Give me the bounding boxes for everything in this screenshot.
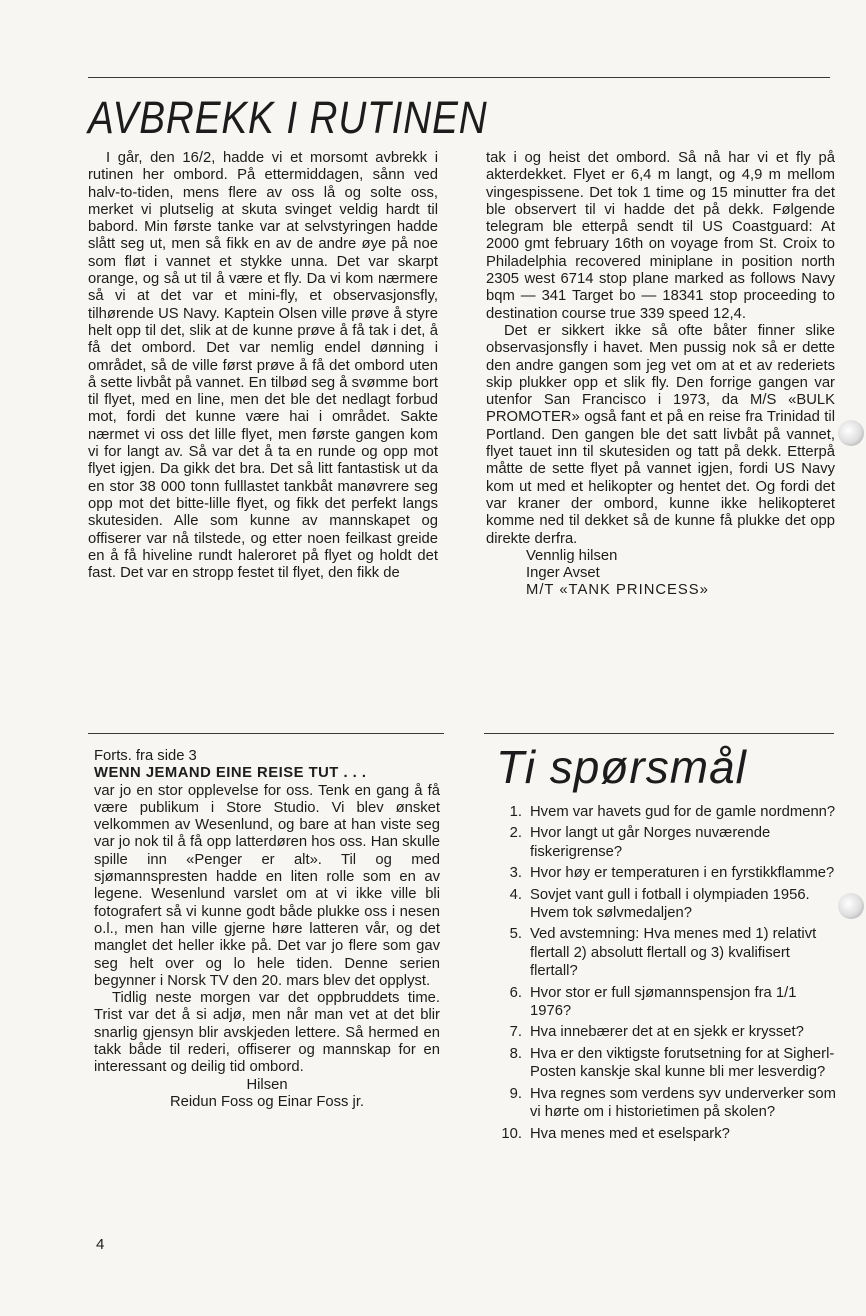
continued-authors: Reidun Foss og Einar Foss jr. xyxy=(169,1093,365,1110)
question-text: Hva regnes som verdens syv underverker som vi hørte om i historietimen på skolen? xyxy=(530,1085,836,1121)
continued-signature xyxy=(94,1077,440,1112)
quiz-question xyxy=(494,886,838,923)
quiz-question xyxy=(494,864,838,882)
page-number: 4 xyxy=(96,1236,105,1253)
question-text: Hva menes med et eselspark? xyxy=(530,1125,730,1142)
quiz-question xyxy=(494,1085,838,1122)
article-greeting: Vennlig hilsen xyxy=(526,547,618,564)
article-title: AVBREKK I RUTINEN xyxy=(88,92,488,143)
question-text: Sovjet vant gull i fotball i olympiaden 1956. Hvem tok sølvmedaljen? xyxy=(530,886,810,922)
quiz-question xyxy=(494,925,838,980)
quiz-question xyxy=(494,824,838,861)
article-left-column xyxy=(88,150,438,582)
quiz-question xyxy=(494,1045,838,1082)
question-text: Hvor høy er temperaturen i en fyrstikkflamme? xyxy=(530,865,835,882)
article-signature xyxy=(486,548,835,600)
article-right-text-1: tak i og heist det ombord. Så nå har vi et fly på akterdekket. Flyet er 6,4 m langt, og 4,9 m mellom vingespissene. Det tok 1 time og 15 minutter fra det ble observert til vi hadde det på dekk. Følgende telegram ble etterpå sendt til US Coastguard: At 2000 gmt february 16th on voyage from St. Croix to Philadelphia recovered miniplane in position north 2305 west 6714 stop plane marked as follows Navy bqm — 341 Target bo — 18341 stop proceeding to destination course true 339 speed 12,4. xyxy=(486,150,835,322)
question-number: 2. xyxy=(509,825,522,842)
question-number: 10. xyxy=(501,1125,522,1142)
continued-ref: Forts. fra side 3 xyxy=(94,748,197,764)
question-number: 5. xyxy=(509,926,522,943)
question-number: 4. xyxy=(509,886,522,903)
question-text: Hvem var havets gud for de gamle nordmenn? xyxy=(530,804,836,820)
question-text: Hva er den viktigste forutsetning for at Sigherl-Posten kanskje skal kunne bli mer lesverdig? xyxy=(530,1045,835,1081)
continued-greeting: Hilsen xyxy=(246,1076,288,1093)
binder-hole-lower xyxy=(838,893,864,919)
continued-article xyxy=(94,748,440,1111)
question-text: Hva innebærer det at en sjekk er krysset? xyxy=(530,1024,804,1041)
left-section-rule xyxy=(88,733,444,734)
question-text: Hvor stor er full sjømannspensjon fra 1/1 1976? xyxy=(530,984,797,1020)
question-text: Hvor langt ut går Norges nuværende fiskerigrense? xyxy=(530,825,771,860)
quiz-title: Ti spørsmål xyxy=(496,741,747,793)
question-text: Ved avstemning: Hva menes med 1) relativt flertall 2) absolutt flertall og 3) kvalifisert flertall? xyxy=(530,926,817,980)
article-right-column xyxy=(486,150,835,600)
continued-text-1: var jo en stor opplevelse for oss. Tenk en gang å få være publikum i Store Studio. Vi blev ønsket velkommen av Wesenlund, og bare at han viste seg var jo nok til å få opp latterdøren hos oss. Han skulle spille inn «Penger er alt». Til og med sjømannspresten hadde en liten rolle som en av legene. Wesenlund varslet om at vi ikke ville bli fotografert så vi kunne godt både plukke oss i nesen o.l., men han ville gjerne høre latteren vår, og det manglet det heller ikke på. Det var jo flere som gav seg helt over og lo hele tiden. Denne serien begynner i Norsk TV den 20. mars blev det opplyst. xyxy=(94,782,440,989)
question-number: 7. xyxy=(509,1024,522,1041)
quiz-question xyxy=(494,1023,838,1041)
article-left-text: I går, den 16/2, hadde vi et morsomt avbrekk i rutinen her ombord. På ettermiddagen, sånn ved halv-to-tiden, mens flere av oss lå og solte oss, merket vi plutselig at skuta svinget veldig hardt til babord. Min første tanke var at selvstyringen hadde slått seg ut, men så fikk en av de andre øye på noe som fløt i vannet et stykke unna. Det var skarpt orange, og så ut til å være et fly. Da vi kom nærmere så vi at det var et mini-fly, et observasjonsfly, tilhørende US Navy. Kaptein Olsen ville prøve å styre helt opp til det, slik at de kunne prøve å få tak i det, å få det ombord. Det var nemlig endel dønning i området, så de ville først prøve å få det ombord uten å sette livbåt på vannet. En tilbød seg å svømme bort til flyet, med en line, men det ble det nedlagt forbud mot, fordi det kunne være hai i området. Sakte nærmet vi oss det lille flyet, men første gangen kom vi for langt av. Så var det å ta en runde og opp mot flyet igjen. Da gikk det bra. Det så litt fantastisk ut da en stor 38 000 tonn fulllastet tankbåt manøvrere seg opp mot det bitte-lille flyet, og fikk det perfekt langs skutesiden. Alle som kunne av mannskapet og offiserer var nå tilstede, og etter noen feilkast greide en å få hiveline rundt haleroret på flyet og holdt det fast. Det var en stropp festet til flyet, den fikk de xyxy=(88,150,438,582)
quiz-question xyxy=(494,984,838,1021)
article-ship: M/T «TANK PRINCESS» xyxy=(526,582,709,599)
quiz-question xyxy=(494,1125,838,1143)
question-number: 3. xyxy=(509,865,522,882)
question-number: 6. xyxy=(509,984,522,1001)
top-rule xyxy=(88,77,830,78)
binder-hole-upper xyxy=(838,420,864,446)
continued-headline: WENN JEMAND EINE REISE TUT . . . xyxy=(94,765,367,782)
article-right-text-2: Det er sikkert ikke så ofte båter finner slike observasjonsfly i havet. Men pussig nok så er dette den andre gangen som jeg vet om at et av rederiets skip plukker opp et slik fly. Den forrige gangen var utenfor San Francisco i 1973, da M/S «BULK PROMOTER» også fant et på en reise fra Trinidad til Portland. Den gangen ble det satt livbåt på vannet, flyet tauet inn til skutesiden og tatt på dekk. Etterpå måtte de sette flyet på vannet igjen, fordi US Navy kom ut med et helikopter og hentet det. Og fordi det var kraner der ombord, kunne ikke helikopteret komme ned til dekket så de kunne få plukke det opp direkte derfra. xyxy=(486,322,835,547)
article-author: Inger Avset xyxy=(526,565,600,582)
right-section-rule xyxy=(484,733,834,734)
continued-text-2: Tidlig neste morgen var det oppbruddets time. Trist var det å si adjø, men når man vet at det blir snarlig gjensyn blir avskjeden lettere. Så hermed en takk både til rederi, offiserer og mannskap for en interessant og deilig tid ombord. xyxy=(94,990,440,1076)
quiz-question xyxy=(494,803,838,821)
quiz-question-list xyxy=(494,803,838,1146)
question-number: 8. xyxy=(509,1045,522,1062)
question-number: 1. xyxy=(509,804,522,820)
question-number: 9. xyxy=(509,1085,522,1102)
